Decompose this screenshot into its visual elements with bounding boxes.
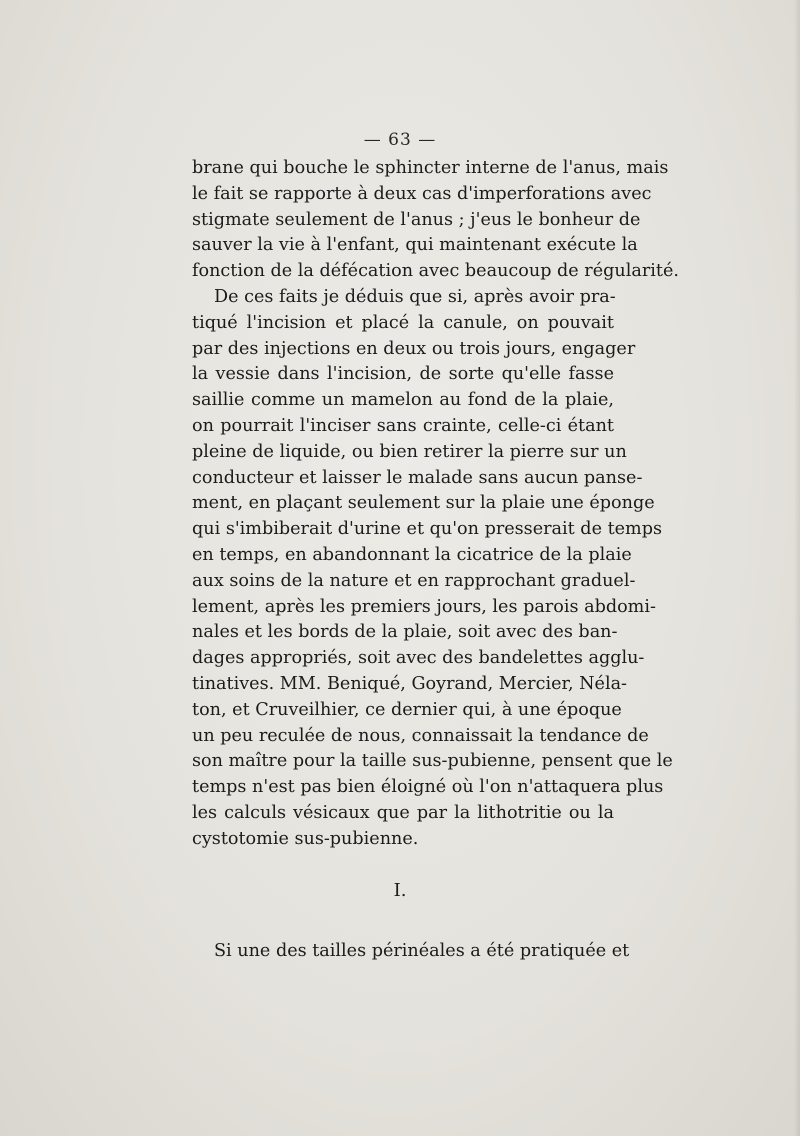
text-line: qui s'imbiberait d'urine et qu'on presserait de temps — [192, 519, 663, 540]
page-number: — 63 — — [363, 130, 437, 150]
text-line: son maître pour la taille sus-pubienne, pensent que le — [192, 751, 673, 772]
text-line: sauver la vie à l'enfant, qui maintenant exécute la — [192, 235, 638, 256]
text-line: un peu reculée de nous, connaissait la tendance de — [192, 725, 649, 746]
text-line: en temps, en abandonnant la cicatrice de la plaie — [192, 544, 632, 565]
text-line: le fait se rapporte à deux cas d'imperforations avec — [192, 183, 652, 204]
page-edge-shadow — [794, 0, 800, 1136]
text-line: les calculs vésicaux que par la lithotritie ou la — [192, 802, 614, 823]
text-line: stigmate seulement de l'anus ; j'eus le bonheur de — [192, 209, 641, 230]
text-line: pleine de liquide, ou bien retirer la pierre sur un — [192, 441, 627, 462]
text-line: Si une des tailles périnéales a été pratiquée et — [214, 941, 630, 961]
text-line: tinatives. MM. Beniqué, Goyrand, Mercier, Néla- — [192, 673, 628, 694]
text-line: saillie comme un mamelon au fond de la plaie, — [192, 390, 614, 411]
text-line: tiqué l'incision et placé la canule, on pouvait — [192, 312, 614, 333]
text-line: dages appropriés, soit avec des bandelettes agglu- — [192, 648, 645, 669]
text-line: nales et les bords de la plaie, soit avec des ban- — [192, 622, 618, 643]
text-line: cystotomie sus-pubienne. — [192, 828, 419, 849]
text-line: ment, en plaçant seulement sur la plaie une éponge — [192, 493, 655, 514]
text-line: lement, après les premiers jours, les parois abdomi- — [192, 596, 656, 617]
text-line: De ces faits je déduis que si, après avoir pra- — [214, 286, 616, 307]
text-line: conducteur et laisser le malade sans aucun panse- — [192, 467, 643, 488]
text-line: temps n'est pas bien éloigné où l'on n'attaquera plus — [192, 777, 664, 798]
text-line: on pourrait l'inciser sans crainte, celle-ci étant — [192, 415, 614, 436]
text-line: aux soins de la nature et en rapprochant graduel- — [192, 570, 636, 591]
text-line: ton, et Cruveilhier, ce dernier qui, à une époque — [192, 699, 622, 720]
body-text — [192, 156, 679, 853]
section-text — [192, 939, 630, 965]
text-line: brane qui bouche le sphincter interne de l'anus, mais — [192, 158, 669, 178]
text-line: fonction de la défécation avec beaucoup de régularité. — [192, 261, 679, 282]
text-line: par des injections en deux ou trois jours, engager — [192, 338, 636, 359]
text-line: la vessie dans l'incision, de sorte qu'elle fasse — [192, 364, 614, 385]
section-heading: I. — [393, 880, 407, 901]
